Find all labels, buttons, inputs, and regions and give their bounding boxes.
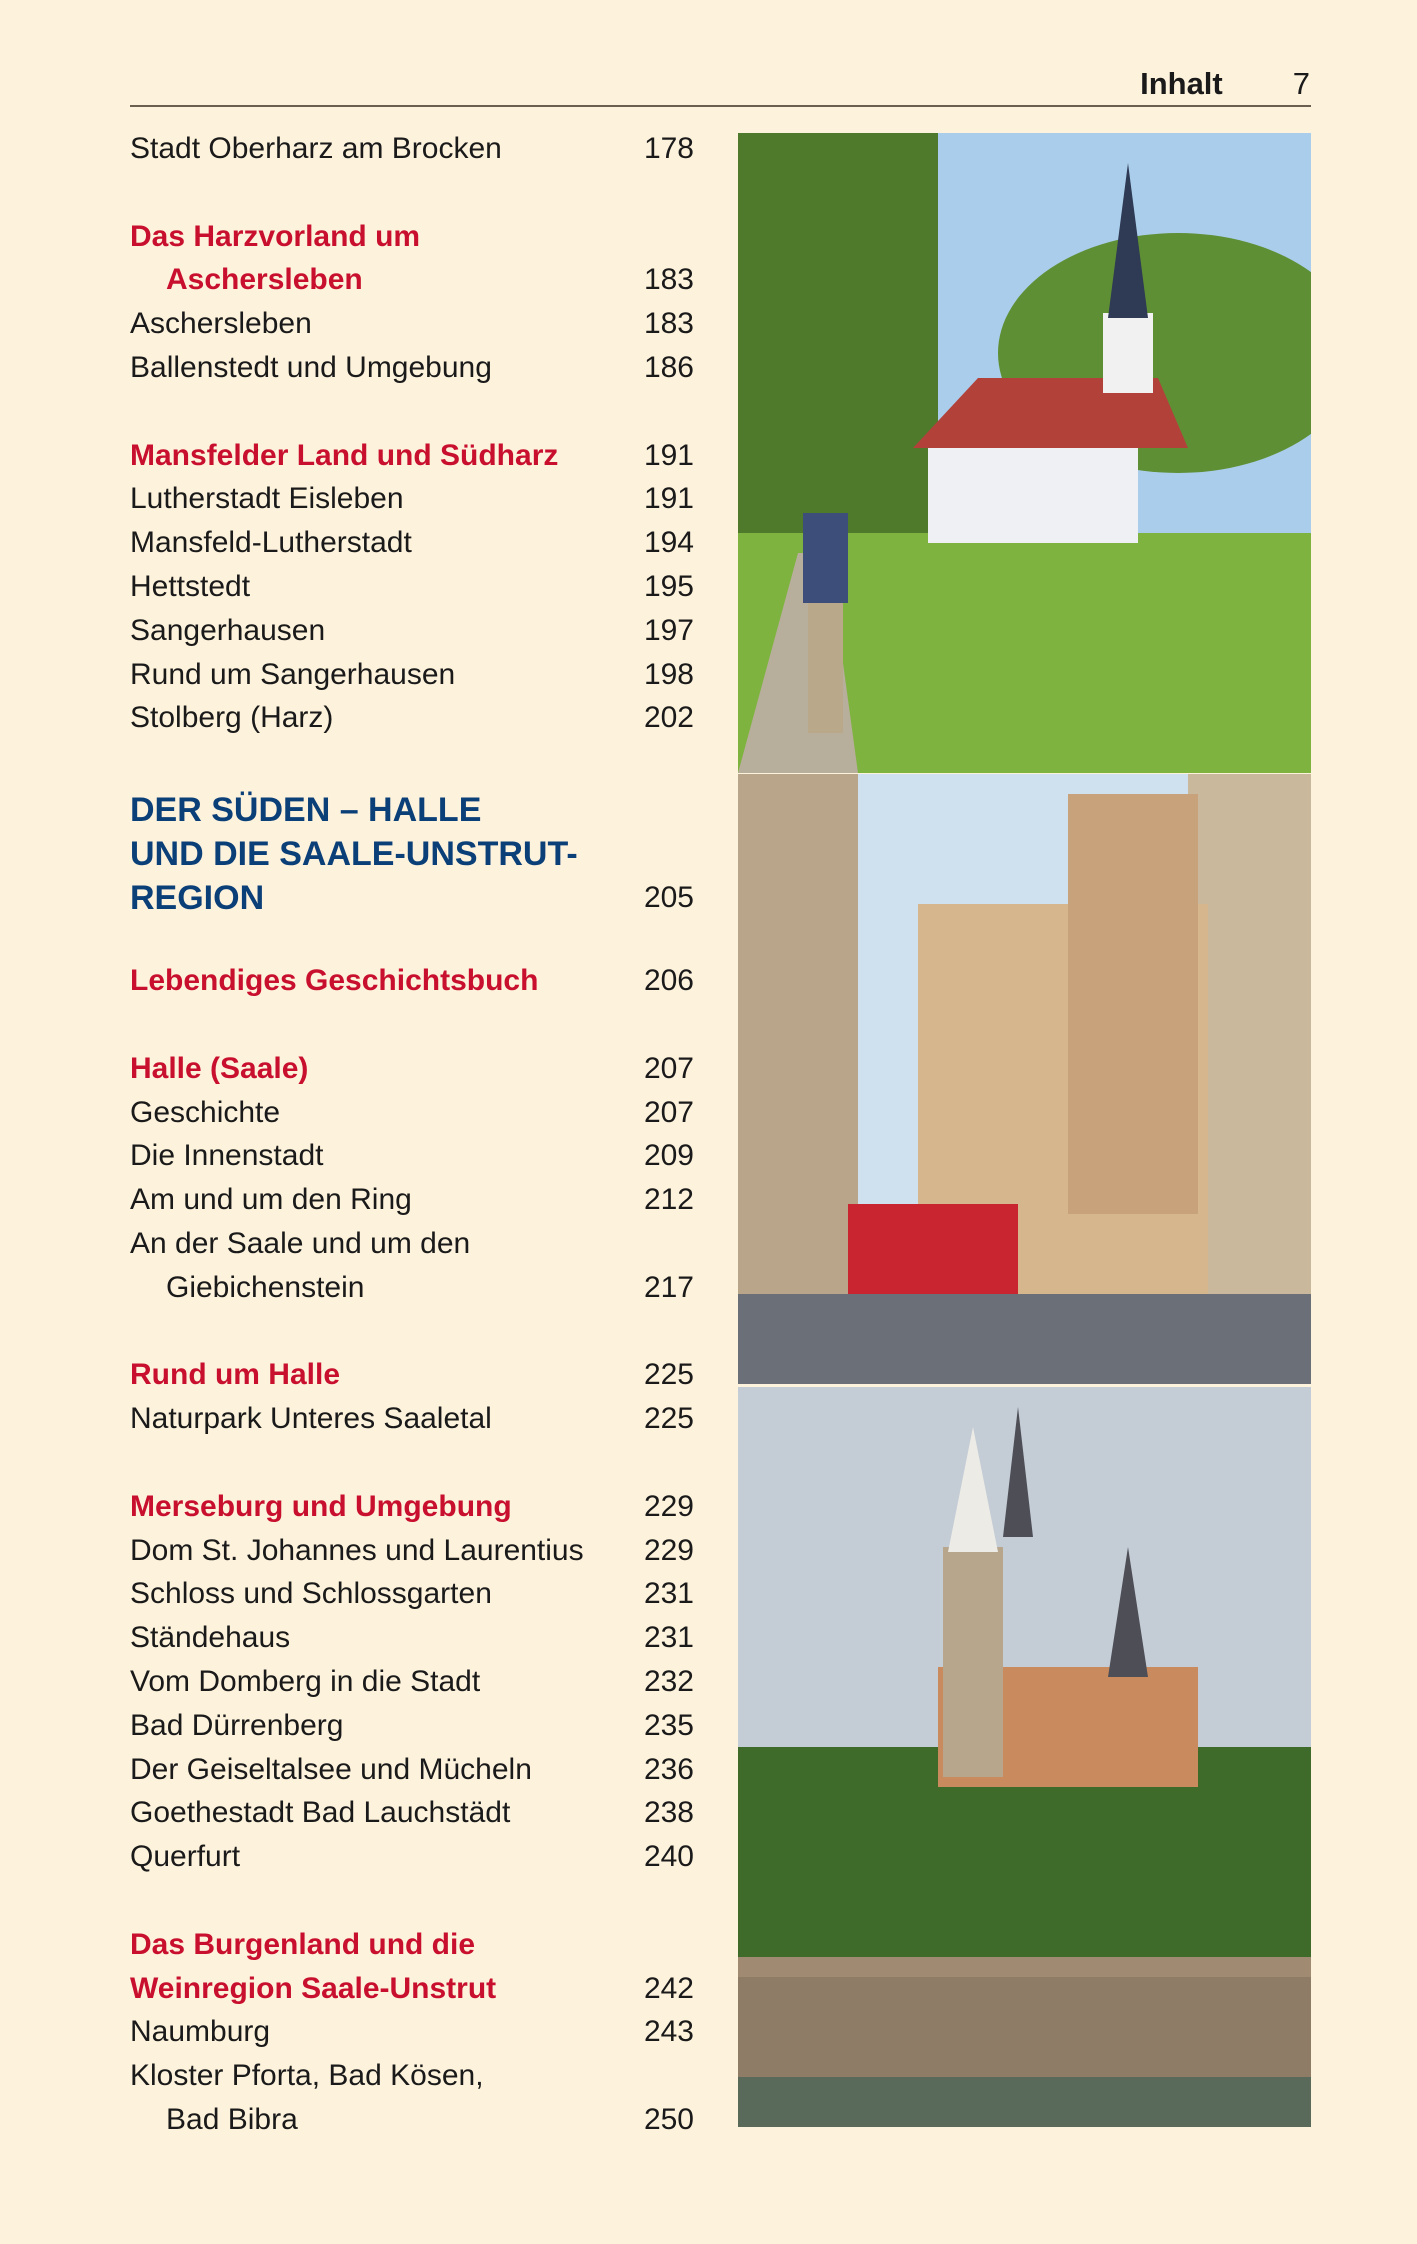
toc-entry-page: 207 bbox=[643, 1051, 694, 1085]
toc-entry-title: Lutherstadt Eisleben bbox=[130, 482, 404, 516]
toc-entry-title: Der Geiseltalsee und Mücheln bbox=[130, 1752, 532, 1786]
running-header bbox=[1140, 66, 1310, 102]
toc-entry-page: 238 bbox=[643, 1796, 694, 1830]
toc-entry bbox=[130, 434, 694, 478]
toc-entry-page: 231 bbox=[643, 1577, 694, 1611]
toc-entry bbox=[130, 127, 694, 171]
toc-entry bbox=[130, 876, 694, 920]
toc-entry-page: 191 bbox=[643, 482, 694, 516]
photo-chapel-hiker bbox=[738, 133, 1311, 773]
toc-entry-title: Lebendiges Geschichtsbuch bbox=[130, 964, 539, 998]
toc-entry bbox=[130, 696, 694, 740]
toc-entry-title: Vom Domberg in die Stadt bbox=[130, 1665, 481, 1698]
toc-entry-title: Geschichte bbox=[130, 1095, 281, 1129]
toc-entry-page: 229 bbox=[643, 1533, 694, 1567]
toc-entry bbox=[130, 1967, 694, 2011]
toc-entry-title: Bad Dürrenberg bbox=[130, 1708, 344, 1742]
toc-entry-title: Sangerhausen bbox=[130, 613, 326, 647]
toc-entry-page: 231 bbox=[643, 1621, 694, 1655]
toc-entry bbox=[130, 258, 694, 302]
toc-entry bbox=[130, 1047, 694, 1091]
toc-entry-page: 240 bbox=[643, 1840, 694, 1874]
toc-entry-page: 191 bbox=[643, 438, 694, 472]
toc-entry-title: Mansfeld-Lutherstadt bbox=[130, 526, 412, 560]
toc-entry bbox=[130, 1791, 694, 1835]
toc-entry-page: 197 bbox=[643, 613, 694, 647]
toc-entry-title: Die Innenstadt bbox=[130, 1139, 324, 1173]
toc-entry-title: Weinregion Saale-Unstrut bbox=[130, 1971, 497, 2005]
toc-entry-title: Ständehaus bbox=[130, 1621, 291, 1655]
photo-merseburg-cathedral-bridge bbox=[738, 1387, 1311, 2127]
toc-entry bbox=[130, 2054, 694, 2098]
toc-entry-title: Merseburg und Umgebung bbox=[130, 1489, 512, 1523]
toc-entry-page: 194 bbox=[643, 526, 694, 560]
toc-entry-title: REGION bbox=[130, 878, 265, 917]
toc-entry bbox=[130, 302, 694, 346]
toc-entry-title: Giebichenstein bbox=[166, 1270, 365, 1304]
toc-entry bbox=[130, 477, 694, 521]
toc-entry-page: 242 bbox=[643, 1971, 694, 2005]
toc-entry bbox=[130, 565, 694, 609]
toc-entry-title: Das Harzvorland um bbox=[130, 219, 421, 253]
toc-entry-title: Hettstedt bbox=[130, 570, 251, 603]
toc-entry bbox=[130, 1091, 694, 1135]
toc-entry-title: Halle (Saale) bbox=[130, 1051, 309, 1085]
photo-halle-street-tram bbox=[738, 774, 1311, 1384]
toc-entry bbox=[130, 1704, 694, 1748]
header-rule bbox=[130, 105, 1311, 107]
toc-entry-page: 225 bbox=[643, 1358, 694, 1392]
toc-entry bbox=[130, 1485, 694, 1529]
toc-entry bbox=[130, 1748, 694, 1792]
toc-entry bbox=[130, 2010, 694, 2054]
toc-entry-title: Querfurt bbox=[130, 1840, 241, 1874]
toc-entry-title: Schloss und Schlossgarten bbox=[130, 1577, 492, 1611]
toc-entry-title: Rund um Halle bbox=[130, 1358, 341, 1392]
toc-entry-page: 235 bbox=[643, 1708, 694, 1742]
toc-entry-title: Am und um den Ring bbox=[130, 1183, 412, 1217]
toc-entry bbox=[130, 609, 694, 653]
toc-entry-page: 232 bbox=[643, 1665, 694, 1698]
toc-entry-page: 236 bbox=[643, 1752, 694, 1786]
toc-entry-title: DER SÜDEN – HALLE bbox=[130, 791, 482, 830]
toc-entry-title: Goethestadt Bad Lauchstädt bbox=[130, 1796, 511, 1830]
toc-entry bbox=[130, 832, 694, 876]
toc-entry-title: Aschersleben bbox=[130, 307, 312, 341]
toc-entry bbox=[130, 215, 694, 259]
toc-entry-page: 212 bbox=[643, 1183, 694, 1217]
page-number: 7 bbox=[1292, 66, 1310, 101]
toc-entry-page: 207 bbox=[643, 1095, 694, 1129]
toc-entry bbox=[130, 1222, 694, 1266]
toc-entry-page: 229 bbox=[643, 1489, 694, 1523]
toc-entry bbox=[130, 1529, 694, 1573]
toc-entry-title: UND DIE SAALE-UNSTRUT- bbox=[130, 835, 578, 874]
toc-entry bbox=[130, 1353, 694, 1397]
toc-entry-page: 195 bbox=[643, 570, 694, 603]
toc-entry-page: 202 bbox=[643, 701, 694, 735]
toc-entry bbox=[130, 1572, 694, 1616]
toc-entry bbox=[130, 1397, 694, 1441]
toc-entry bbox=[130, 1616, 694, 1660]
toc-entry-page: 209 bbox=[643, 1139, 694, 1173]
toc-entry-title: Stadt Oberharz am Brocken bbox=[130, 132, 502, 165]
toc-entry-page: 250 bbox=[643, 2103, 694, 2136]
toc-entry bbox=[130, 1178, 694, 1222]
toc-entry-page: 183 bbox=[643, 307, 694, 341]
toc-entry-page: 243 bbox=[643, 2015, 694, 2049]
toc-entry bbox=[130, 1266, 694, 1310]
toc-entry-title: Bad Bibra bbox=[166, 2103, 298, 2136]
toc-entry bbox=[130, 2098, 694, 2142]
toc-entry bbox=[130, 788, 694, 832]
toc-entry-title: Rund um Sangerhausen bbox=[130, 657, 456, 691]
toc-entry bbox=[130, 521, 694, 565]
toc-entry-title: An der Saale und um den bbox=[130, 1227, 471, 1260]
toc-entry-title: Naturpark Unteres Saaletal bbox=[130, 1402, 492, 1436]
toc-entry-title: Ballenstedt und Umgebung bbox=[130, 351, 492, 384]
toc-entry bbox=[130, 1923, 694, 1967]
toc-entry-title: Naumburg bbox=[130, 2015, 271, 2049]
toc-entry-title: Das Burgenland und die bbox=[130, 1927, 476, 1961]
toc-entry-page: 205 bbox=[643, 880, 694, 914]
toc-entry-page: 206 bbox=[643, 964, 694, 998]
toc-entry bbox=[130, 346, 694, 390]
toc-entry-title: Mansfelder Land und Südharz bbox=[130, 438, 559, 472]
toc-entry bbox=[130, 1134, 694, 1178]
toc-entry bbox=[130, 1835, 694, 1879]
toc-entry-page: 217 bbox=[643, 1270, 694, 1304]
toc-entry bbox=[130, 1660, 694, 1704]
toc-entry-title: Stolberg (Harz) bbox=[130, 701, 334, 735]
toc-entry-title: Dom St. Johannes und Laurentius bbox=[130, 1533, 584, 1567]
toc-entry bbox=[130, 959, 694, 1003]
toc-entry-page: 198 bbox=[643, 657, 694, 691]
toc-entry bbox=[130, 653, 694, 697]
toc-entry-title: Aschersleben bbox=[166, 263, 363, 297]
toc-entry-page: 183 bbox=[643, 263, 694, 297]
toc-entry-page: 225 bbox=[643, 1402, 694, 1436]
section-title: Inhalt bbox=[1140, 66, 1223, 101]
toc-entry-page: 178 bbox=[643, 132, 694, 165]
toc-entry-page: 186 bbox=[643, 351, 694, 384]
toc-entry-title: Kloster Pforta, Bad Kösen, bbox=[130, 2059, 484, 2093]
